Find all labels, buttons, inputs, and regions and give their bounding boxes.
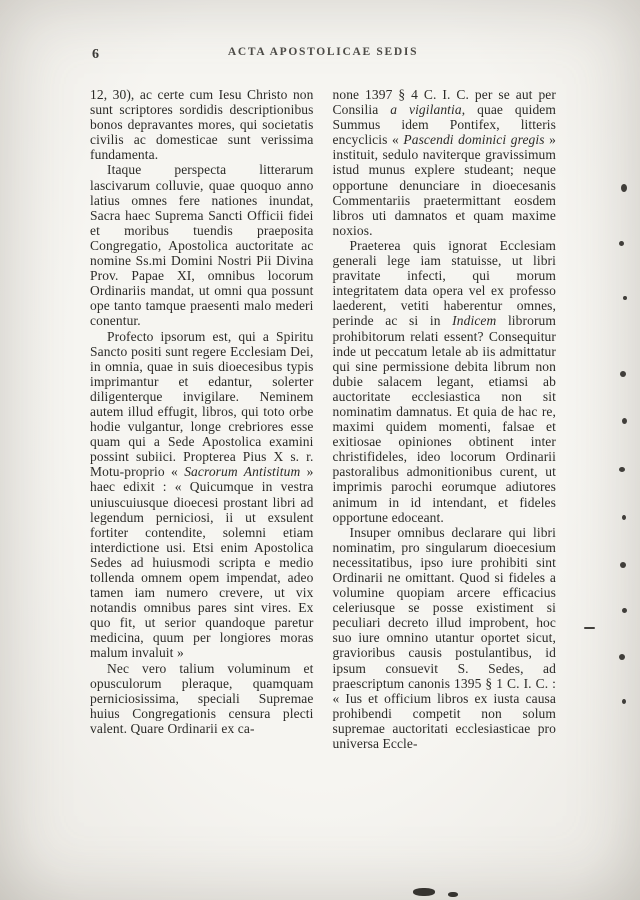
- page-number: 6: [92, 47, 99, 62]
- paragraph: [333, 87, 557, 238]
- margin-dash-mark: [584, 627, 595, 629]
- paragraph: [90, 661, 314, 736]
- text-segment: Praeterea quis ignorat Ecclesiam generali lege iam statuisse, ut libri pravitate infecti, qui morum integritatem data opera vel ex professo laederent, vetiti haberentur omnes, perinde ac si in: [332, 237, 556, 329]
- scan-smudge: [448, 892, 458, 897]
- text-segment: Profecto ipsorum est, qui a Spiritu Sancto positi sunt regere Ecclesiam Dei, in omnia, quae in suis dioecesibus typis imprimantur et edantur, solerter diligenterque invigilare. Neminem autem illud effugit, libros, qui toto orbe hodie vulgantur, longe crebriores esse quam qui a Sede Apostolica examini possint subiici. Propterea Pius X s. r. Motu-proprio «: [90, 328, 314, 480]
- text-segment: Nec vero talium voluminum et opusculorum pleraque, quamquam perniciosissima, speciali Supremae huius Congregationis censura plecti valent. Quare Ordinarii ex ca-: [90, 660, 314, 736]
- scan-artifact: [622, 608, 627, 613]
- scan-artifact: [619, 241, 624, 246]
- running-head-title: ACTA APOSTOLICAE SEDIS: [227, 46, 419, 58]
- page-header: [90, 46, 556, 64]
- scan-artifact: [623, 296, 627, 300]
- text-segment: none 1397 § 4 C. I. C. per se aut per Consilia: [332, 87, 556, 118]
- italic-text-segment: Pascendi dominici gregis: [403, 132, 545, 148]
- paragraph: [90, 162, 314, 328]
- text-segment: » haec edixit : « Quicumque in vestra uniuscuiusque dioecesi prostant libri ad legendum perniciosi, ii ut exsulent fortiter contendite, solemni etiam interdictione usi. Etsi enim Apostolica Sedes ad huiusmodi scripta e medio tollenda omnem opem impendat, adeo tamen iam numero crevere, ut vix notandis omnibus pares sint vires. Ex quo fit, ut serior quandoque paretur medicina, quum per longiores moras malum invaluit »: [90, 464, 314, 661]
- text-segment: Insuper omnibus declarare qui libri nominatim, pro singularum dioecesium necessitatibus, ipso iure prohibiti sint Ordinarii ne omittant. Quod si fideles a volumine quopiam arcere efficacius celeriusque se posse existiment si peculiari decreto illud improbent, hoc suo iure omnino utantur oportet sicut, gravioribus causis postulantibus, id ipsum consuevit S. Sedes, ad praescriptum canonis 1395 § 1 C. I. C. : « Ius et officium libros ex iusta causa prohibendi competit non solum supremae auctoritati ecclesiasticae pro universa Eccle-: [332, 524, 556, 752]
- scan-artifact: [622, 699, 626, 704]
- italic-text-segment: Sacrorum Antistitum: [184, 464, 301, 480]
- text-segment: librorum prohibitorum relati essent? Consequitur inde ut peccatum letale ab iis admittatur qui sine permissione debita librum non dubie salacem legant, etiamsi ab auctoritate ecclesiastica non sit nominatim damnatus. Et quia de hac re, maximi quidem momenti, falsae et exitiosae opiniones obtinent inter christifideles, ideo locorum Ordinarii pastoralibus admonitionibus curent, ut imprimis parochi eorumque adiutores animum in id intendant, et fideles opportune edoceant.: [332, 313, 556, 525]
- page-content: [90, 46, 556, 751]
- scan-smudge: [413, 888, 435, 896]
- scan-artifact: [620, 562, 626, 568]
- scan-artifact: [622, 418, 627, 424]
- text-segment: , quae quidem Summus idem Pontifex, litteris encyclicis «: [332, 102, 557, 148]
- text-segment: 12, 30), ac certe cum Iesu Christo non sunt scriptores sordidis descriptionibus bonos depravantes mores, qui societatis civilis ac domesticae sunt verissima fundamenta.: [90, 87, 314, 163]
- text-columns: [90, 87, 556, 751]
- text-segment: Itaque perspecta litterarum lascivarum colluvie, quae quoquo anno latius omnes fere nationes inundat, Sacra haec Suprema Sancti Officii fidei et moribus tuendis praeposita Congregatio, Apostolica auctoritate ac nomine Ss.mi Domini Nostri Pii Divina Prov. Papae XI, omnibus locorum Ordinariis mandat, ut omni qua possunt ope tanto tamque praesenti malo mederi conentur.: [90, 162, 314, 329]
- text-segment: » instituit, sedulo naviterque gravissimum istud munus explere studeant; neque opportune denunciare in dioecesanis Commentariis praetermittant eosdem libros uti damnatos et quam maxime noxios.: [332, 132, 556, 238]
- paragraph: [90, 329, 314, 661]
- scan-artifact: [620, 371, 626, 377]
- scan-artifact: [622, 515, 626, 520]
- scan-artifact: [619, 654, 625, 660]
- scan-artifact: [619, 467, 625, 472]
- italic-text-segment: Indicem: [452, 313, 497, 329]
- right-text-column: [333, 87, 557, 751]
- italic-text-segment: a vigilantia: [390, 102, 462, 118]
- paragraph: [333, 525, 557, 751]
- left-text-column: [90, 87, 314, 751]
- scan-artifact: [621, 184, 627, 192]
- paragraph: [333, 238, 557, 525]
- paragraph: [90, 87, 314, 162]
